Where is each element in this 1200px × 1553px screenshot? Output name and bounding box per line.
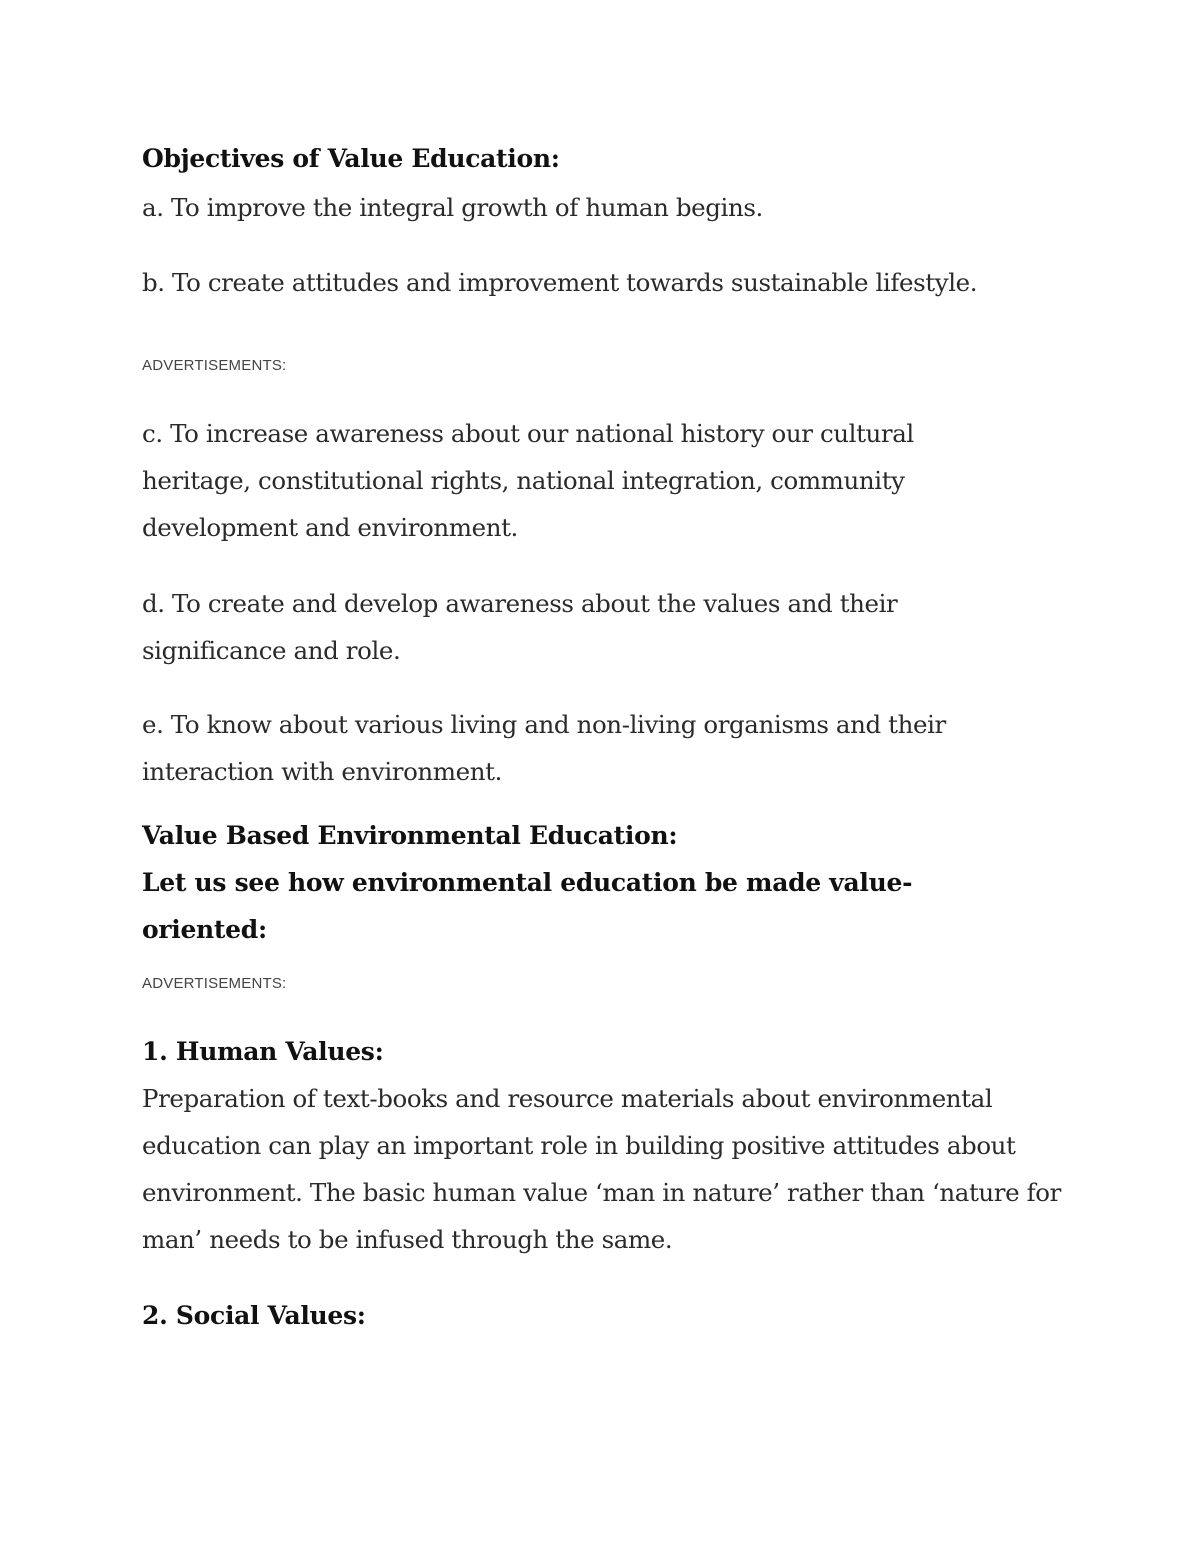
human-values-body: Preparation of text-books and resource materials about environmental education can play an important role in building positive attitudes about environment. The basic human value ‘man in nature’ rather than ‘nature for man’ needs to be infused through the same. [142,1084,1061,1254]
objective-item-b: b. To create attitudes and improvement towards sustainable lifestyle. [142,268,978,297]
human-values-heading: 1. Human Values: [142,1037,384,1066]
advertisement-label: ADVERTISEMENTS: [142,975,287,992]
advertisement-label: ADVERTISEMENTS: [142,357,287,374]
objective-item-a: a. To improve the integral growth of human begins. [142,193,763,222]
value-based-subheading: Let us see how environmental education be made value-oriented: [142,868,913,944]
objective-item-d: d. To create and develop awareness about the values and their significance and role. [142,589,898,665]
social-values-heading: 2. Social Values: [142,1301,366,1330]
objective-item-c: c. To increase awareness about our national history our cultural heritage, constitutional rights, national integration, community development and environment. [142,419,914,542]
objective-item-e: e. To know about various living and non-living organisms and their interaction with environment. [142,710,946,786]
value-based-heading: Value Based Environmental Education: [142,821,678,850]
objectives-heading: Objectives of Value Education: [142,144,560,173]
